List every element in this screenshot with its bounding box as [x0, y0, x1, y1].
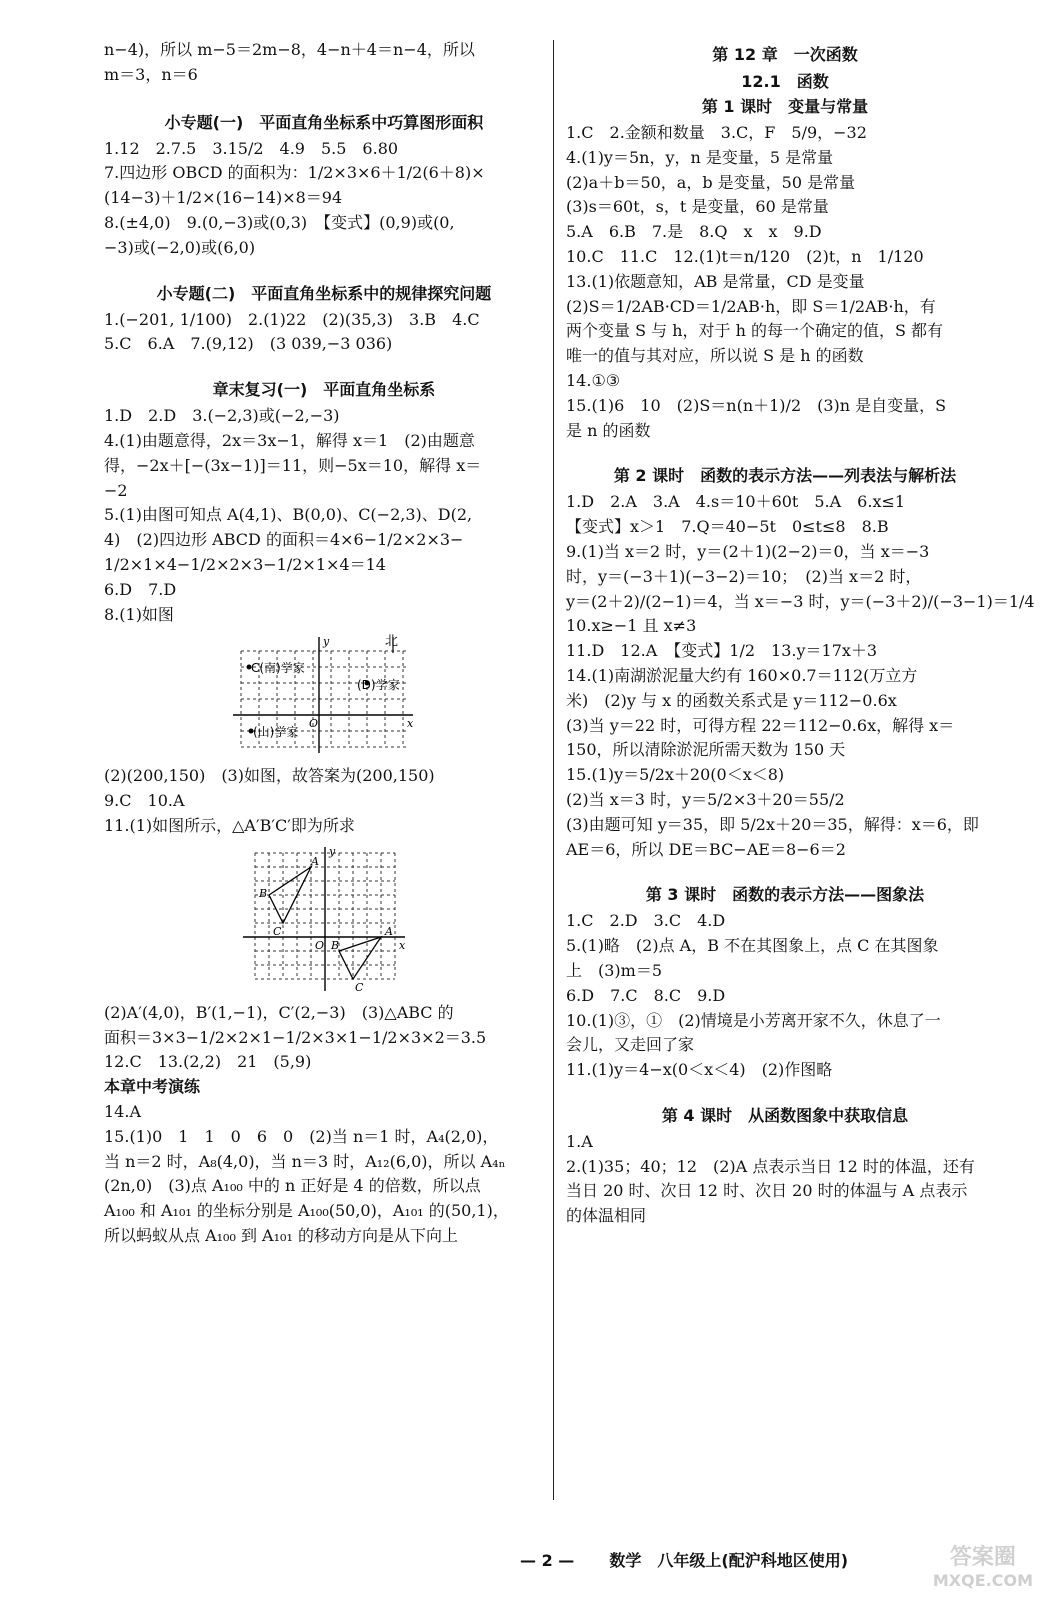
- section-number-title: 12.1 函数: [741, 72, 829, 91]
- answer-line: 6.D 7.C 8.C 9.D: [566, 985, 726, 1005]
- answer-line: 14.A: [104, 1101, 141, 1121]
- answer-line: (2n,0) (3)点 A₁₀₀ 中的 n 正好是 4 的倍数，所以点: [104, 1176, 481, 1196]
- answer-line: 6.D 7.D: [104, 579, 177, 599]
- lesson-title: 第 1 课时 变量与常量: [701, 97, 869, 116]
- answer-line: 8.(1)如图: [104, 604, 174, 624]
- answer-line: 10.C 11.C 12.(1)t＝n/120 (2)t，n 1/120: [566, 246, 924, 266]
- vertex-label-prime: C: [355, 980, 364, 994]
- chapter-title: 第 12 章 一次函数: [712, 45, 858, 64]
- answer-line: (2)当 x＝3 时，y＝5/2×3＋20＝55/2: [566, 789, 845, 809]
- axis-label-x: x: [407, 717, 414, 731]
- answer-line: (3)当 y＝22 时，可得方程 22＝112−0.6x，解得 x＝: [566, 715, 955, 735]
- answer-line: 米) (2)y 与 x 的函数关系式是 y＝112−0.6x: [566, 690, 897, 710]
- answer-line: 5.(1)由图可知点 A(4,1)、B(0,0)、C(−2,3)、D(2,: [104, 505, 473, 525]
- answer-line: 14.①③: [566, 370, 621, 390]
- answer-line: 9.C 10.A: [104, 791, 185, 811]
- page-number: — 2 —: [520, 1551, 575, 1570]
- vertex-label: A: [311, 854, 319, 868]
- answer-line: 1.D 2.D 3.(−2,3)或(−2,−3): [104, 406, 340, 426]
- answer-line: 13.(1)依题意知，AB 是常量，CD 是变量: [566, 271, 865, 291]
- answer-line: (2)A′(4,0)，B′(1,−1)，C′(2,−3) (3)△ABC 的: [104, 1002, 454, 1022]
- answer-line: −2: [104, 480, 128, 500]
- answer-line: (3)由题可知 y＝35，即 5/2x＋20＝35，解得：x＝6，即: [566, 814, 979, 834]
- map-grid-figure: [229, 633, 419, 758]
- lesson-title: 第 2 课时 函数的表示方法——列表法与解析法: [613, 466, 957, 486]
- watermark-logo: [933, 1540, 1033, 1590]
- answer-line: 14.(1)南湖淤泥量大约有 160×0.7＝112(万立方: [566, 665, 918, 685]
- lesson-title: 第 4 课时 从函数图象中获取信息: [661, 1105, 909, 1125]
- answer-line: 4.(1)y＝5n，y，n 是变量，5 是常量: [566, 147, 834, 167]
- vertex-label-prime: B: [331, 938, 340, 952]
- section-title: 小专题(二) 平面直角坐标系中的规律探究问题: [156, 283, 492, 303]
- triangle-diagram: [239, 845, 409, 995]
- answer-line: 上 (3)m＝5: [566, 960, 663, 980]
- watermark-url: MXQE.COM: [932, 1571, 1033, 1590]
- axis-label-y: y: [329, 844, 336, 858]
- left-column: [104, 38, 544, 1249]
- north-label: 北: [385, 634, 399, 650]
- answer-line: 5.C 6.A 7.(9,12) (3 039,−3 036): [104, 334, 393, 354]
- answer-line: 5.(1)略 (2)点 A，B 不在其图象上，点 C 在其图象: [566, 936, 939, 956]
- answer-line: (14−3)＋1/2×(16−14)×8＝94: [104, 188, 343, 208]
- section-title: 章末复习(一) 平面直角坐标系: [212, 380, 436, 400]
- answer-line: 4.(1)由题意得，2x＝3x−1，解得 x＝1 (2)由题意: [104, 430, 475, 450]
- answer-line: 12.C 13.(2,2) 21 (5,9): [104, 1052, 312, 1072]
- answer-line: 【变式】x＞1 7.Q＝40−5t 0≤t≤8 8.B: [566, 517, 889, 537]
- triangle-grid-figure: [239, 845, 409, 995]
- watermark-text: 答案圈: [949, 1545, 1016, 1570]
- answer-line: AE＝6，所以 DE＝BC−AE＝8−6＝2: [566, 839, 846, 859]
- page-footer: [520, 1548, 848, 1571]
- point-label: (D)学家: [357, 678, 400, 693]
- axis-label-x: x: [399, 938, 406, 952]
- answer-line: 2.(1)35；40；12 (2)A 点表示当日 12 时的体温，还有: [566, 1156, 975, 1176]
- answer-line: 7.四边形 OBCD 的面积为：1/2×3×6＋1/2(6＋8)×: [104, 163, 485, 183]
- point-label: C(南)学家: [251, 661, 305, 676]
- answer-line: 当 n＝2 时，A₈(4,0)，当 n＝3 时，A₁₂(6,0)，所以 A₄ₙ: [104, 1151, 506, 1171]
- answer-line: 时，y＝(−3＋1)(−3−2)＝10； (2)当 x＝2 时，: [566, 566, 922, 586]
- answer-line: 当日 20 时、次日 12 时、次日 20 时的体温与 A 点表示: [566, 1181, 968, 1201]
- answer-line: y＝(2＋2)/(2−1)＝4，当 x＝−3 时，y＝(−3＋2)/(−3−1)＝1/4: [566, 591, 1035, 611]
- answer-line: 所以蚂蚁从点 A₁₀₀ 到 A₁₀₁ 的移动方向是从下向上: [104, 1225, 458, 1245]
- answer-line: 10.x≥−1 且 x≠3: [566, 616, 697, 636]
- answer-line: 两个变量 S 与 h，对于 h 的每一个确定的值，S 都有: [566, 321, 944, 341]
- answer-line: 15.(1)y＝5/2x＋20(0＜x＜8): [566, 765, 785, 785]
- answer-line: 11.(1)y＝4−x(0＜x＜4) (2)作图略: [566, 1060, 833, 1080]
- book-subject: 数学 八年级上(配沪科地区使用): [609, 1551, 849, 1570]
- vertex-label: C: [273, 924, 282, 938]
- answer-line: 1.A: [566, 1131, 593, 1151]
- answer-line: (3)s＝60t，s，t 是变量，60 是常量: [566, 197, 829, 217]
- answer-line: (2)S＝1/2AB·CD＝1/2AB·h，即 S＝1/2AB·h，有: [566, 296, 936, 316]
- subsection-title: 本章中考演练: [104, 1077, 201, 1097]
- section-title: 小专题(一) 平面直角坐标系中巧算图形面积: [164, 112, 484, 132]
- answer-line: 11.D 12.A 【变式】1/2 13.y＝17x＋3: [566, 641, 878, 661]
- lesson-title: 第 3 课时 函数的表示方法——图象法: [645, 885, 925, 905]
- answer-line: 1.C 2.D 3.C 4.D: [566, 911, 726, 931]
- column-divider: [553, 40, 554, 1500]
- answer-line: 得，−2x＋[−(3x−1)]＝11，则−5x＝10，解得 x＝: [104, 455, 482, 475]
- answer-line: (2)a＋b＝50，a，b 是变量，50 是常量: [566, 172, 856, 192]
- vertex-label: B: [259, 886, 268, 900]
- answer-line: 1/2×1×4−1/2×2×3−1/2×1×4＝14: [104, 554, 386, 574]
- answer-line: (2)(200,150) (3)如图，故答案为(200,150): [104, 766, 435, 786]
- answer-line: 面积＝3×3−1/2×2×1−1/2×3×1−1/2×3×2＝3.5: [104, 1027, 487, 1047]
- vertex-label-prime: A: [385, 924, 393, 938]
- answer-line: 唯一的值与其对应，所以说 S 是 h 的函数: [566, 346, 864, 366]
- answer-line: 1.D 2.A 3.A 4.s＝10＋60t 5.A 6.x≤1: [566, 492, 906, 512]
- answer-line: 的体温相同: [566, 1206, 647, 1226]
- answer-line: 11.(1)如图所示，△A′B′C′即为所求: [104, 815, 355, 835]
- answer-line: −3)或(−2,0)或(6,0): [104, 237, 256, 257]
- answer-line: 15.(1)6 10 (2)S＝n(n＋1)/2 (3)n 是自变量，S: [566, 395, 947, 415]
- answer-line: 4) (2)四边形 ABCD 的面积＝4×6−1/2×2×3−: [104, 530, 464, 550]
- origin-label: O: [309, 717, 319, 731]
- answer-line: 1.C 2.金额和数量 3.C，F 5/9，−32: [566, 123, 867, 142]
- answer-line: 5.A 6.B 7.是 8.Q x x 9.D: [566, 222, 822, 242]
- map-diagram: [229, 633, 419, 758]
- answer-line: 是 n 的函数: [566, 420, 651, 440]
- point-label: (山)学家: [253, 725, 299, 740]
- answer-line: 9.(1)当 x＝2 时，y＝(2＋1)(2−2)＝0，当 x＝−3: [566, 541, 930, 561]
- answer-line: 10.(1)③，① (2)情境是小芳离开家不久，休息了一: [566, 1010, 941, 1030]
- right-column: [566, 38, 1035, 1229]
- answer-line: A₁₀₀ 和 A₁₀₁ 的坐标分别是 A₁₀₀(50,0)，A₁₀₁ 的(50,1)，: [104, 1201, 509, 1221]
- answer-line: 1.12 2.7.5 3.15/2 4.9 5.5 6.80: [104, 138, 399, 158]
- answer-line: m＝3，n＝6: [104, 64, 198, 84]
- answer-line: 会儿，又走回了家: [566, 1035, 695, 1055]
- answer-line: n−4)，所以 m−5＝2m−8，4−n＋4＝n−4，所以: [104, 40, 475, 59]
- origin-label: O: [315, 938, 325, 952]
- axis-label-y: y: [323, 635, 330, 649]
- answer-line: 15.(1)0 1 1 0 6 0 (2)当 n＝1 时，A₄(2,0)，: [104, 1126, 499, 1146]
- answer-line: 150，所以清除淤泥所需天数为 150 天: [566, 740, 846, 760]
- answer-line: 1.(−201, 1/100) 2.(1)22 (2)(35,3) 3.B 4.C: [104, 309, 480, 329]
- answer-line: 8.(±4,0) 9.(0,−3)或(0,3) 【变式】(0,9)或(0,: [104, 212, 455, 232]
